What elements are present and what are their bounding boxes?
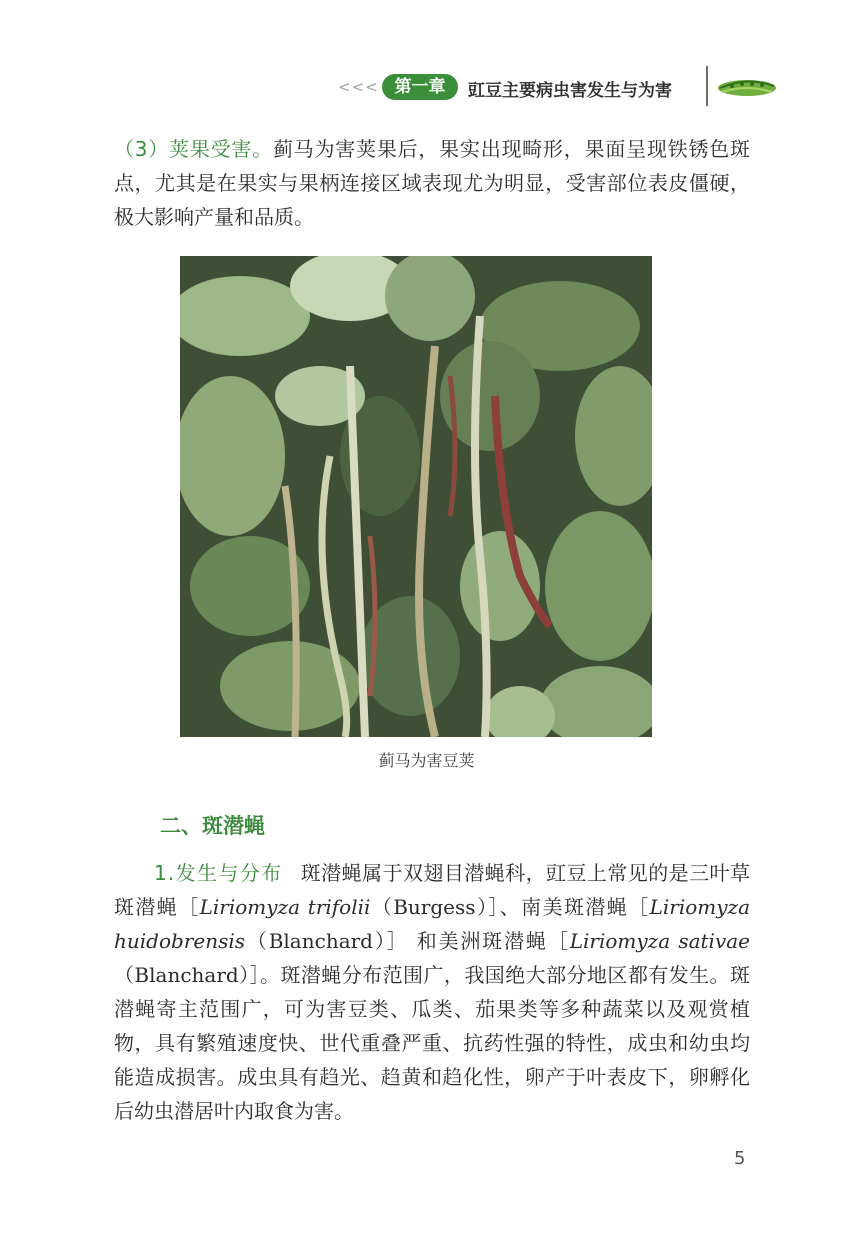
species-huidobrensis: Liriomyza huidobrensis bbox=[114, 895, 750, 953]
thrips-damaged-pods-photo bbox=[180, 256, 652, 737]
running-header bbox=[0, 64, 853, 110]
leafminer-text-4: （Blanchard）］。斑潜蝇分布范围广，我国绝大部分地区都有发生。斑潜蝇寄主范围广，可为害豆类、瓜类、茄果类等多种蔬菜以及观赏植物，具有繁殖速度快、世代重叠严重、抗药性强的特性，成虫和幼虫均能造成损害。成虫具有趋光、趋黄和趋化性，卵产于叶表皮下，卵孵化后幼虫潜居叶内取食为害。 bbox=[114, 963, 750, 1123]
chapter-badge: 第一章 bbox=[382, 74, 458, 100]
occurrence-lead: 1.发生与分布 bbox=[154, 861, 283, 885]
pod-damage-text: 蓟马为害荚果后，果实出现畸形，果面呈现铁锈色斑点，尤其是在果实与果柄连接区域表现尤为明显，受害部位表皮僵硬，极大影响产量和品质。 bbox=[114, 137, 750, 229]
header-divider bbox=[706, 66, 708, 106]
leafminer-text-1: 斑潜蝇属于双翅目潜蝇科，豇豆上常见的是三叶草斑潜蝇［ bbox=[114, 861, 750, 919]
leafminer-text-2: （Burgess）］、南美斑潜蝇［ bbox=[370, 895, 650, 919]
leafminer-paragraph bbox=[114, 856, 750, 1128]
species-trifolii: Liriomyza trifolii bbox=[199, 895, 371, 919]
figure-caption: 蓟马为害豆荚 bbox=[378, 751, 475, 770]
species-sativae: Liriomyza sativae bbox=[569, 929, 751, 953]
section-heading: 二、斑潜蝇 bbox=[160, 814, 265, 838]
pod-damage-paragraph bbox=[114, 132, 750, 234]
chapter-title: 豇豆主要病虫害发生与为害 bbox=[468, 81, 672, 101]
page-number: 5 bbox=[734, 1148, 746, 1169]
leafminer-text-3: （Blanchard）］ 和美洲斑潜蝇［ bbox=[245, 929, 570, 953]
green-bean-pods-icon bbox=[716, 70, 778, 106]
pod-damage-lead: （3）荚果受害。 bbox=[114, 137, 273, 161]
header-arrows: <<< bbox=[338, 78, 379, 96]
